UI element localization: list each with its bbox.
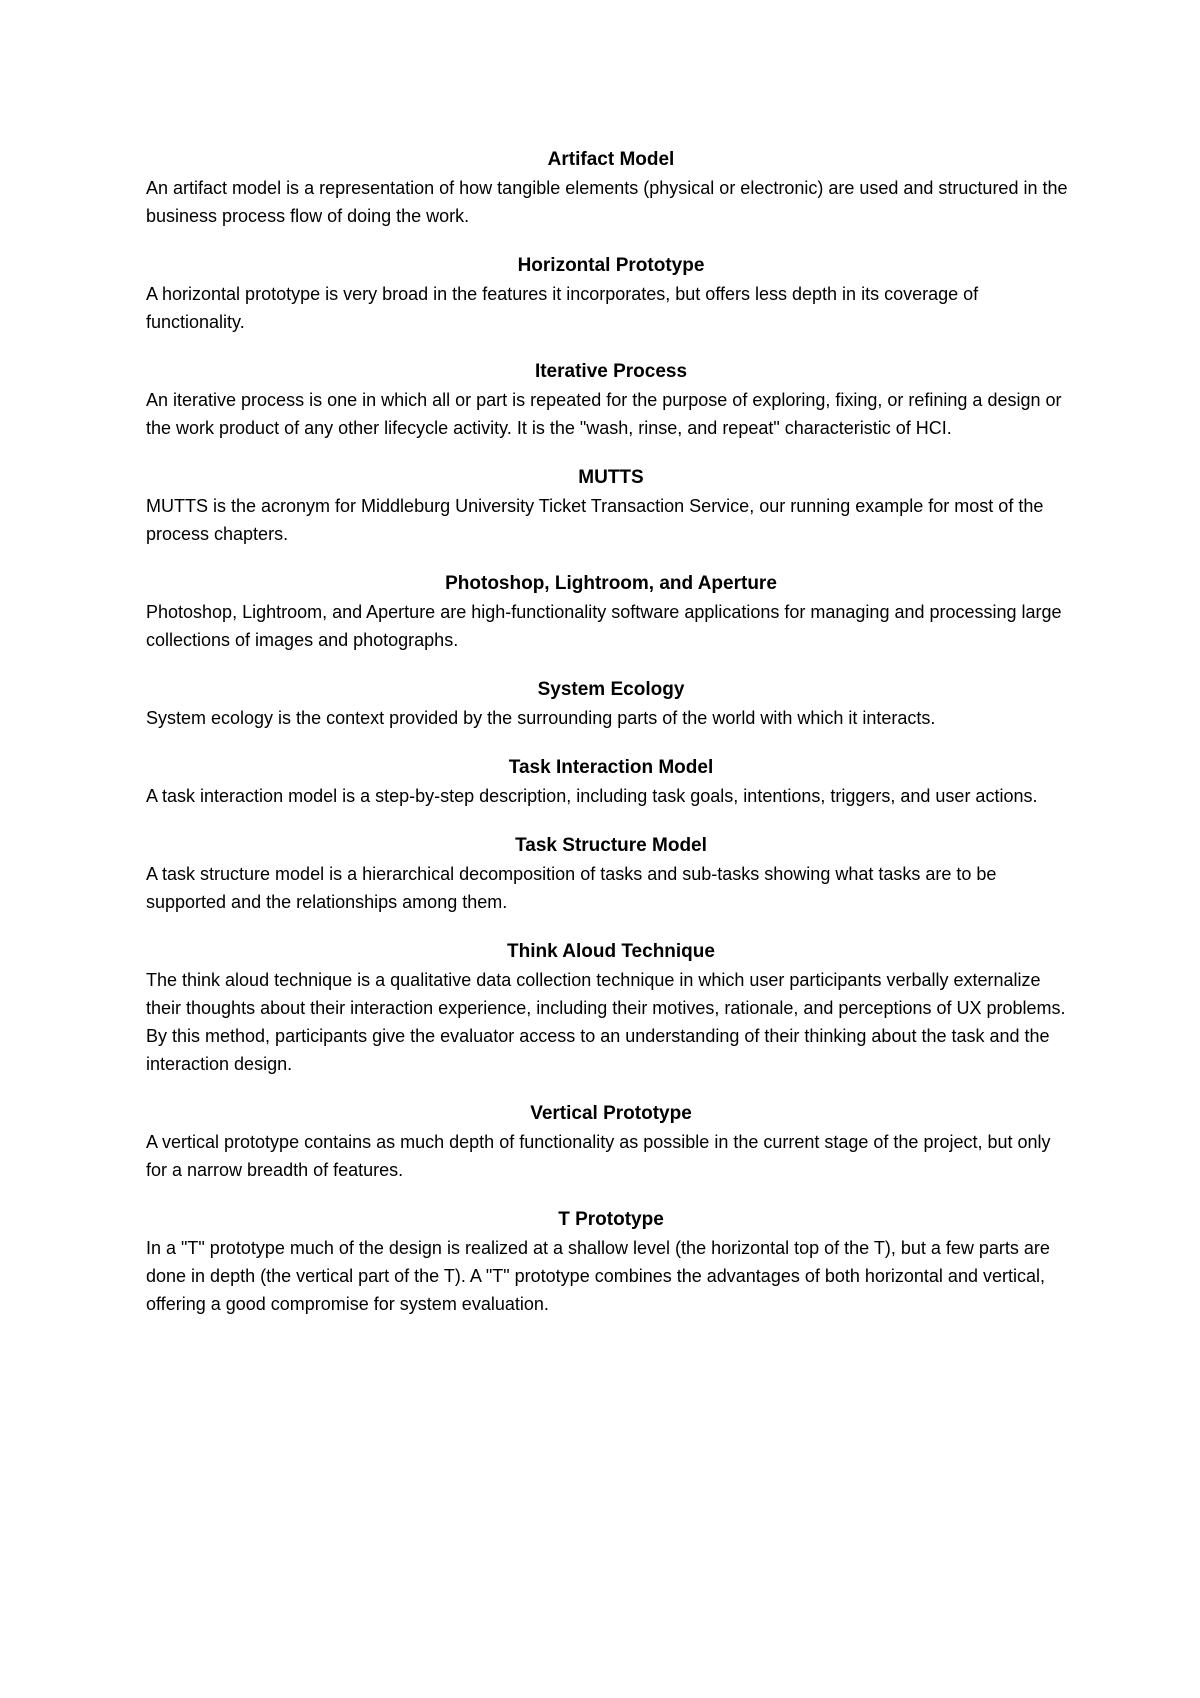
entry-definition: A horizontal prototype is very broad in the features it incorporates, but offers less depth in its coverage of functionality.	[146, 284, 979, 332]
entry-title: MUTTS	[578, 467, 644, 488]
glossary-entry-task-interaction-model	[146, 754, 1076, 810]
entry-definition: In a "T" prototype much of the design is realized at a shallow level (the horizontal top of the T), but a few parts are done in depth (the vertical part of the T). A "T" prototype combines the advantages of both horizontal and vertical, offering a good compromise for system evaluation.	[146, 1238, 1050, 1314]
entry-definition: Photoshop, Lightroom, and Aperture are high-functionality software applications for managing and processing large collections of images and photographs.	[146, 602, 1062, 650]
entry-definition: A task structure model is a hierarchical decomposition of tasks and sub-tasks showing what tasks are to be supported and the relationships among them.	[146, 864, 997, 912]
glossary-entry-system-ecology	[146, 676, 1076, 732]
entry-title: Task Structure Model	[515, 835, 707, 856]
glossary-entry-vertical-prototype	[146, 1100, 1076, 1184]
entry-definition: MUTTS is the acronym for Middleburg University Ticket Transaction Service, our running example for most of the process chapters.	[146, 496, 1044, 544]
glossary-entry-artifact-model	[146, 146, 1076, 230]
glossary-entry-photoshop-lightroom-aperture	[146, 570, 1076, 654]
glossary-entry-think-aloud-technique	[146, 938, 1076, 1078]
entry-definition: An artifact model is a representation of how tangible elements (physical or electronic) are used and structured in the business process flow of doing the work.	[146, 178, 1068, 226]
entry-definition: System ecology is the context provided by the surrounding parts of the world with which it interacts.	[146, 708, 936, 728]
glossary-entry-t-prototype	[146, 1206, 1076, 1318]
entry-definition: The think aloud technique is a qualitative data collection technique in which user participants verbally externalize their thoughts about their interaction experience, including their motives, rationale, and perceptions of UX problems. By this method, participants give the evaluator access to an understanding of their thinking about the task and the interaction design.	[146, 970, 1066, 1074]
entry-title: Horizontal Prototype	[517, 255, 705, 276]
entry-definition: A task interaction model is a step-by-step description, including task goals, intentions, triggers, and user actions.	[146, 786, 1038, 806]
glossary-entry-horizontal-prototype	[146, 252, 1076, 336]
entry-definition: An iterative process is one in which all or part is repeated for the purpose of exploring, fixing, or refining a design or the work product of any other lifecycle activity. It is the "wash, rinse, and repeat" characteristic of HCI.	[146, 390, 1062, 438]
glossary-entry-iterative-process	[146, 358, 1076, 442]
entry-title: Task Interaction Model	[508, 757, 714, 778]
entry-title: Vertical Prototype	[530, 1103, 692, 1124]
entry-definition: A vertical prototype contains as much depth of functionality as possible in the current stage of the project, but only for a narrow breadth of features.	[146, 1132, 1051, 1180]
entry-title: Artifact Model	[547, 149, 675, 170]
entry-title: System Ecology	[537, 679, 685, 700]
document-page	[146, 146, 1076, 1340]
glossary-entry-task-structure-model	[146, 832, 1076, 916]
entry-title: Think Aloud Technique	[507, 941, 715, 962]
entry-title: Photoshop, Lightroom, and Aperture	[445, 573, 777, 594]
entry-title: Iterative Process	[534, 361, 688, 382]
glossary-entry-mutts	[146, 464, 1076, 548]
entry-title: T Prototype	[558, 1209, 664, 1230]
